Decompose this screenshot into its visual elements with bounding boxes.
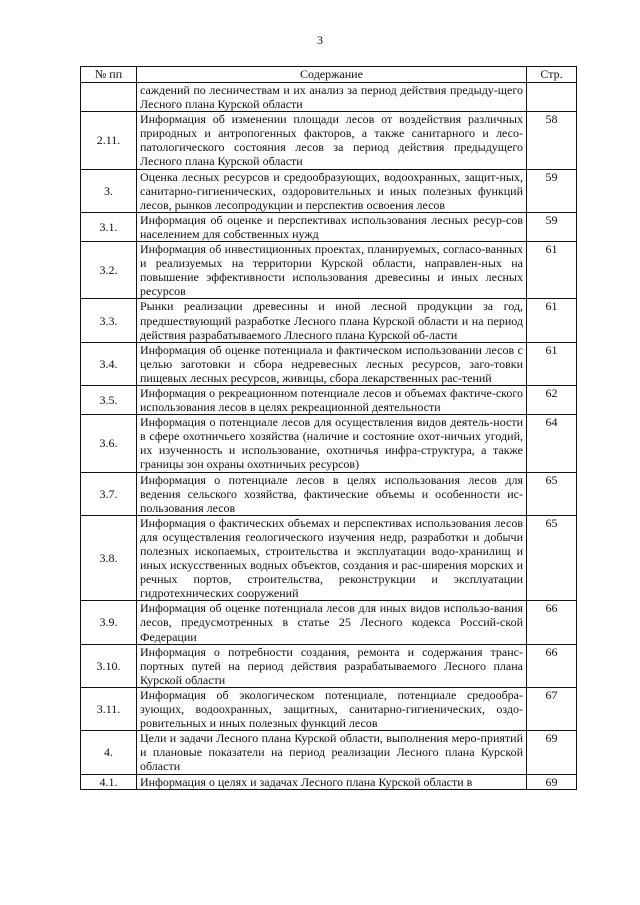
row-number: 3.9. [81,601,137,644]
row-content: Информация о целях и задачах Лесного плана Курской области в [137,774,527,789]
contents-table [80,66,577,790]
row-page: 66 [527,601,577,644]
table-row [81,472,577,515]
contents-body [81,83,577,790]
row-content: Информация об инвестиционных проектах, планируемых, согласо-ванных и реализуемых на территории Курской области, направлен-ных на повышение эффективности использования древесины и иных лесных ресурсов [137,242,527,299]
row-number: 3.4. [81,342,137,385]
row-page: 65 [527,472,577,515]
table-row [81,731,577,774]
row-number: 4.1. [81,774,137,789]
header-row [81,67,577,83]
row-page: 66 [527,644,577,687]
table-row [81,342,577,385]
row-number: 3.1. [81,212,137,241]
table-row [81,212,577,241]
table-row [81,83,577,112]
row-number [81,83,137,112]
row-content: Информация об оценке потенциала и фактическом использовании лесов с целью заготовки и сбора недревесных лесных ресурсов, заго-товки пищевых лесных ресурсов, живицы, сбора лекарственных рас-тений [137,342,527,385]
table-row [81,385,577,414]
header-page: Стр. [527,67,577,83]
row-number: 3.2. [81,242,137,299]
row-number: 3.11. [81,687,137,730]
header-content: Содержание [137,67,527,83]
row-content: Оценка лесных ресурсов и средообразующих, водоохранных, защит-ных, санитарно-гигиенических, оздоровительных и иных полезных функций лесов, рынков лесопродукции и перспектив освоения лесов [137,169,527,212]
row-content: Информация о фактических объемах и перспективах использования лесов для осуществления геологического изучения недр, разработки и добычи полезных ископаемых, строительства и эксплуатации водо-хранилищ и иных искусственных водных объектов, создания и рас-ширения морских и речных портов, строительства, реконструкции и эксплуатации гидротехнических сооружений [137,515,527,601]
row-content: Информация о потенциале лесов для осуществления видов деятель-ности в сфере охотничьего хозяйства (наличие и состояние охот-ничьих угодий, их изученность и использование, охотничья инфра-структура, а также границы зон охраны охотничьих ресурсов) [137,415,527,472]
row-content: Информация о потребности создания, ремонта и содержания транс-портных путей на период действия разрабатываемого Лесного плана Курской области [137,644,527,687]
table-row [81,515,577,601]
row-number: 3.7. [81,472,137,515]
table-row [81,687,577,730]
page-number: 3 [317,33,323,47]
row-number: 3.6. [81,415,137,472]
row-number: 3.8. [81,515,137,601]
row-content: Информация об оценке и перспективах использования лесных ресур-сов населением для собственных нужд [137,212,527,241]
table-row [81,112,577,169]
row-content: Информация об оценке потенциала лесов для иных видов использо-вания лесов, предусмотренных в статье 25 Лесного кодекса Россий-ской Федерации [137,601,527,644]
row-page: 69 [527,731,577,774]
row-number: 2.11. [81,112,137,169]
row-content: Рынки реализации древесины и иной лесной продукции за год, предшествующий разработке Лесного плана Курской области и на период действия разрабатываемого Ллесного плана Курской об-ласти [137,299,527,342]
row-page: 64 [527,415,577,472]
table-row [81,601,577,644]
table-row [81,299,577,342]
row-content: Информация о рекреационном потенциале лесов и объемах фактиче-ского использования лесов в целях рекреационной деятельности [137,385,527,414]
row-page: 69 [527,774,577,789]
table-row [81,644,577,687]
table-row [81,242,577,299]
row-page [527,83,577,112]
table-row [81,169,577,212]
row-content: Информация об экологическом потенциале, потенциале средообра-зующих, водоохранных, защитных, санитарно-гигиенических, оздо-ровительных и иных полезных функций лесов [137,687,527,730]
row-page: 58 [527,112,577,169]
row-page: 59 [527,212,577,241]
row-number: 3.3. [81,299,137,342]
row-number: 4. [81,731,137,774]
row-content: саждений по лесничествам и их анализ за период действия предыду-щего Лесного плана Курской области [137,83,527,112]
table-row [81,774,577,789]
row-page: 61 [527,342,577,385]
row-number: 3.10. [81,644,137,687]
row-number: 3.5. [81,385,137,414]
row-page: 67 [527,687,577,730]
row-page: 61 [527,242,577,299]
row-number: 3. [81,169,137,212]
row-content: Информация об изменении площади лесов от воздействия различных природных и антропогенных факторов, а также санитарного и лесо-патологического состояния лесов за период действия предыдущего Лесного плана Курской области [137,112,527,169]
row-page: 59 [527,169,577,212]
row-page: 61 [527,299,577,342]
table-row [81,415,577,472]
row-content: Информация о потенциале лесов в целях использования лесов для ведения сельского хозяйства, фактические объемы и особенности ис-пользования лесов [137,472,527,515]
row-page: 62 [527,385,577,414]
row-page: 65 [527,515,577,601]
row-content: Цели и задачи Лесного плана Курской области, выполнения меро-приятий и плановые показатели на период реализации Лесного плана Курской области [137,731,527,774]
header-num: № пп [81,67,137,83]
